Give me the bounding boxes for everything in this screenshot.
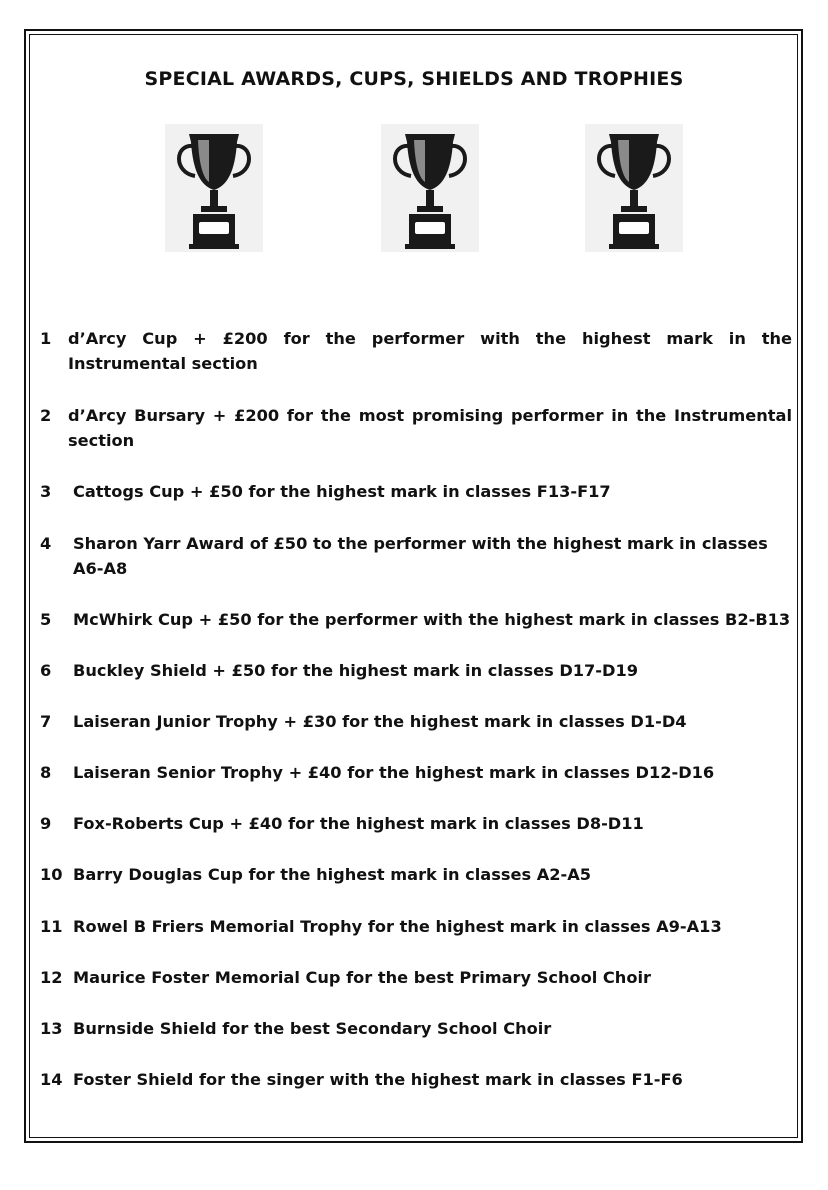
award-number: 6	[40, 661, 52, 680]
award-text: Maurice Foster Memorial Cup for the best Primary School Choir	[73, 968, 651, 987]
award-item	[40, 479, 792, 504]
trophy-icon	[585, 124, 683, 252]
award-number: 9	[40, 814, 52, 833]
award-item	[40, 403, 792, 453]
award-text: Buckley Shield + £50 for the highest mark in classes D17-D19	[73, 661, 638, 680]
award-item	[40, 965, 792, 990]
award-item	[40, 862, 792, 887]
award-text: Cattogs Cup + £50 for the highest mark in classes F13-F17	[73, 482, 611, 501]
award-item	[40, 1067, 792, 1092]
award-number: 7	[40, 712, 52, 731]
award-number: 13	[40, 1019, 63, 1038]
award-item	[40, 709, 792, 734]
award-number: 12	[40, 968, 63, 987]
award-number: 2	[40, 406, 52, 425]
award-text: Burnside Shield for the best Secondary School Choir	[73, 1019, 552, 1038]
award-number: 10	[40, 865, 63, 884]
award-item	[40, 811, 792, 836]
award-number: 4	[40, 534, 52, 553]
award-item	[40, 607, 792, 632]
award-number: 5	[40, 610, 52, 629]
award-item	[40, 531, 792, 581]
award-text: Rowel B Friers Memorial Trophy for the highest mark in classes A9-A13	[73, 917, 722, 936]
award-number: 14	[40, 1070, 63, 1089]
award-text: Fox-Roberts Cup + £40 for the highest mark in classes D8-D11	[73, 814, 644, 833]
award-item	[40, 914, 792, 939]
award-text: Sharon Yarr Award of £50 to the performer with the highest mark in classes A6-A8	[73, 534, 768, 578]
award-text: Foster Shield for the singer with the highest mark in classes F1-F6	[73, 1070, 683, 1089]
award-text: Laiseran Senior Trophy + £40 for the highest mark in classes D12-D16	[73, 763, 715, 782]
award-text: Laiseran Junior Trophy + £30 for the highest mark in classes D1-D4	[73, 712, 687, 731]
award-text: d’Arcy Bursary + £200 for the most promising performer in the Instrumental section	[68, 406, 792, 450]
award-number: 1	[40, 329, 52, 348]
award-text: McWhirk Cup + £50 for the performer with the highest mark in classes B2-B13	[73, 610, 791, 629]
award-item	[40, 1016, 792, 1041]
award-item	[40, 760, 792, 785]
page-title: SPECIAL AWARDS, CUPS, SHIELDS AND TROPHIES	[144, 68, 684, 90]
award-number: 11	[40, 917, 63, 936]
award-text: d’Arcy Cup + £200 for the performer with the highest mark in the Instrumental section	[68, 329, 792, 373]
trophy-icon	[381, 124, 479, 252]
award-text: Barry Douglas Cup for the highest mark in classes A2-A5	[73, 865, 592, 884]
trophy-icon	[165, 124, 263, 252]
award-number: 8	[40, 763, 52, 782]
award-item	[40, 658, 792, 683]
award-number: 3	[40, 482, 52, 501]
award-item	[40, 326, 792, 376]
